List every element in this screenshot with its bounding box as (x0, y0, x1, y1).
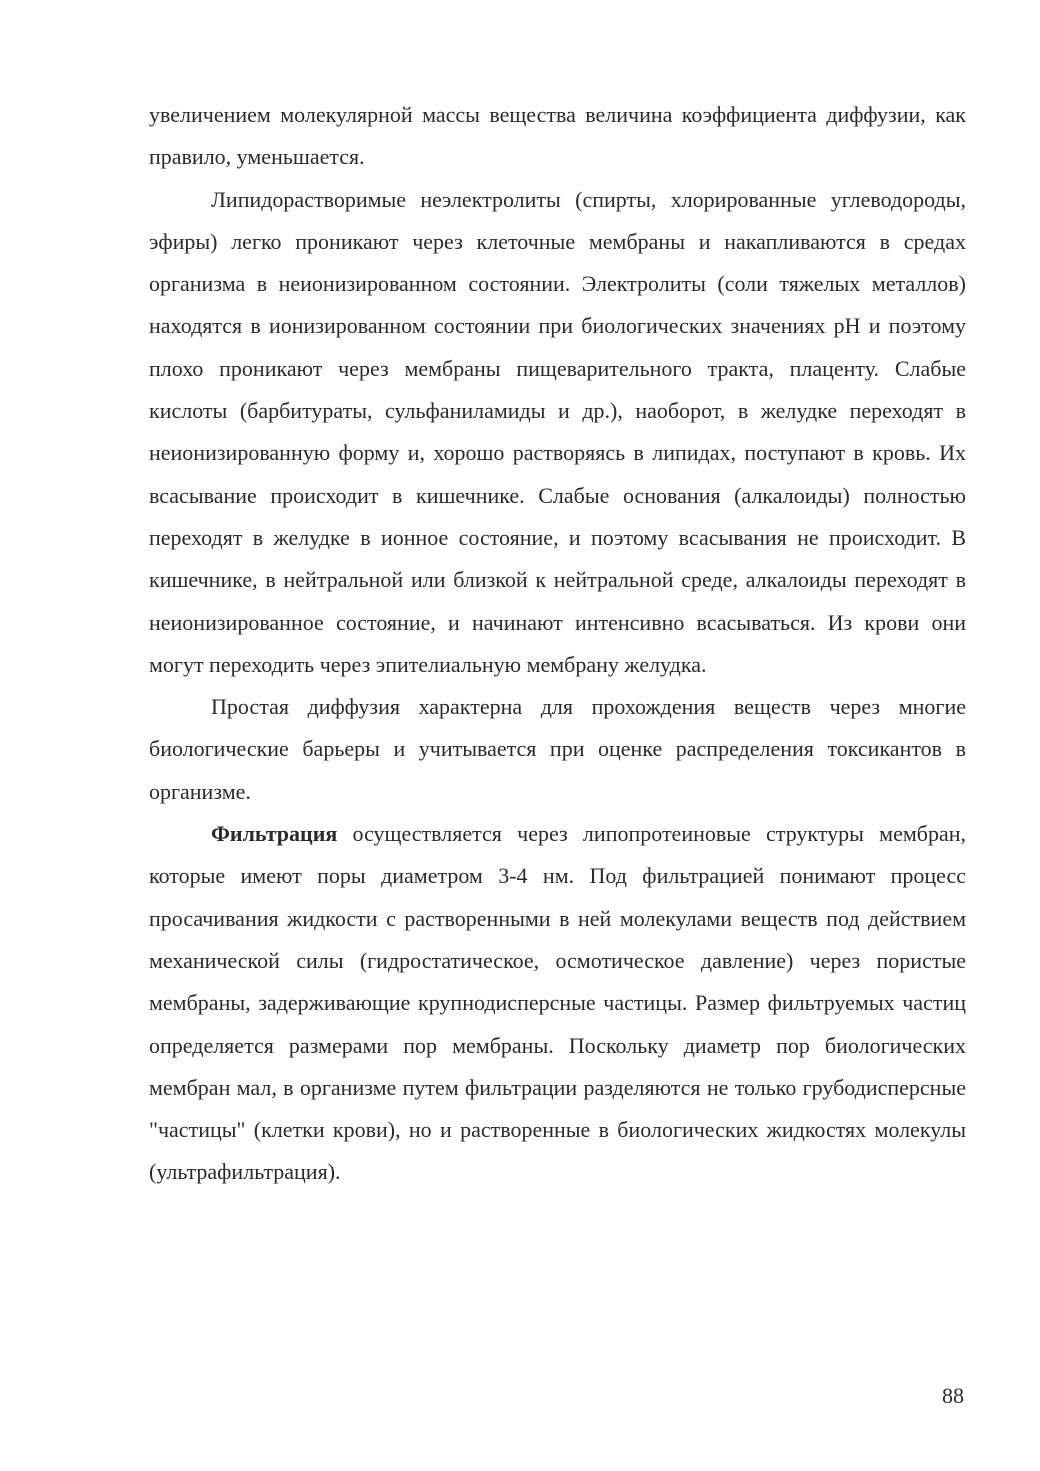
paragraph-continuation: увеличением молекулярной массы вещества величина коэффициента диффузии, как правило, уменьшается. (149, 102, 966, 170)
filtration-text: осуществляется через липопротеиновые структуры мембран, которые имеют поры диаметром 3-4 нм. Под фильтрацией понимают процесс просачивания жидкости с растворенными в ней молекулами веществ под действием механической силы (гидростатическое, осмотическое давление) через пористые мембраны, задерживающие крупнодисперсные частицы. Размер фильтруемых частиц определяется размерами пор мембраны. Поскольку диаметр пор биологических мембран мал, в организме путем фильтрации разделяются не только грубодисперсные "частицы" (клетки крови), но и растворенные в биологических жидкостях молекулы (ультрафильтрация). (149, 821, 966, 1185)
body-text (149, 94, 966, 1194)
paragraph-simple-diffusion: Простая диффузия характерна для прохождения веществ через многие биологические барьеры и учитывается при оценке распределения токсикантов в организме. (149, 694, 966, 804)
paragraph-filtration (149, 813, 966, 1194)
paragraph-lipid-soluble: Липидорастворимые неэлектролиты (спирты, хлорированные углеводороды, эфиры) легко проникают через клеточные мембраны и накапливаются в средах организма в неионизированном состоянии. Электролиты (соли тяжелых металлов) находятся в ионизированном состоянии при биологических значениях рН и поэтому плохо проникают через мембраны пищеварительного тракта, плаценту. Слабые кислоты (барбитураты, сульфаниламиды и др.), наоборот, в желудке переходят в неионизированную форму и, хорошо растворяясь в липидах, поступают в кровь. Их всасывание происходит в кишечнике. Слабые основания (алкалоиды) полностью переходят в желудке в ионное состояние, и поэтому всасывания не происходит. В кишечнике, в нейтральной или близкой к нейтральной среде, алкалоиды переходят в неионизированное состояние, и начинают интенсивно всасываться. Из крови они могут переходить через эпителиальную мембрану желудка. (149, 186, 966, 677)
page-number: 88 (942, 1383, 964, 1408)
filtration-term: Фильтрация (211, 821, 338, 847)
